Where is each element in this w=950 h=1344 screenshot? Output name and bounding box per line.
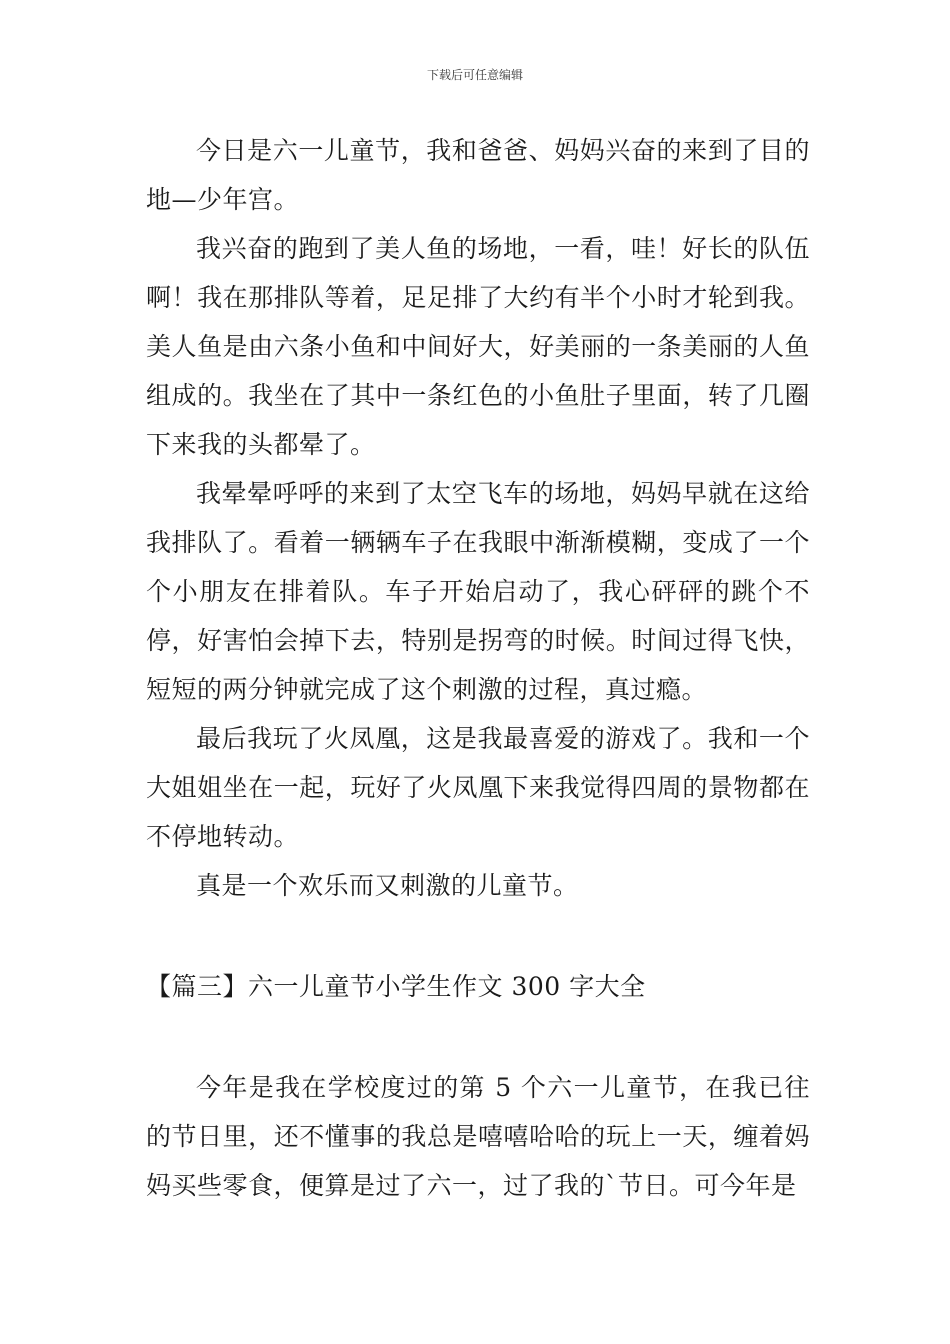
paragraph: 真是一个欢乐而又刺激的儿童节。 xyxy=(196,871,579,900)
spacer xyxy=(146,910,810,962)
paragraph: 我晕晕呼呼的来到了太空飞车的场地，妈妈早就在这给我排队了。看着一辆辆车子在我眼中渐渐模糊，变成了一个个小朋友在排着队。车子开始启动了，我心砰砰的跳个不停，好害怕会掉下去，特别是拐弯的时候。时间过得飞快，短短的两分钟就完成了这个刺激的过程，真过瘾。 xyxy=(146,479,810,704)
document-body xyxy=(146,126,810,1210)
section-heading: 【篇三】六一儿童节小学生作文 300 字大全 xyxy=(146,972,646,1001)
spacer xyxy=(146,1011,810,1063)
paragraph: 今日是六一儿童节，我和爸爸、妈妈兴奋的来到了目的地—少年宫。 xyxy=(146,136,810,214)
page-header: 下载后可任意编辑 xyxy=(426,68,523,82)
paragraph: 最后我玩了火凤凰，这是我最喜爱的游戏了。我和一个大姐姐坐在一起，玩好了火凤凰下来我觉得四周的景物都在不停地转动。 xyxy=(146,724,810,851)
paragraph: 我兴奋的跑到了美人鱼的场地，一看，哇！好长的队伍啊！我在那排队等着，足足排了大约有半个小时才轮到我。美人鱼是由六条小鱼和中间好大，好美丽的一条美丽的人鱼组成的。我坐在了其中一条红色的小鱼肚子里面，转了几圈下来我的头都晕了。 xyxy=(146,234,810,459)
paragraph: 今年是我在学校度过的第 5 个六一儿童节，在我已往的节日里，还不懂事的我总是嘻嘻哈哈的玩上一天，缠着妈妈买些零食，便算是过了六一，过了我的`节日。可今年是 xyxy=(146,1073,810,1200)
